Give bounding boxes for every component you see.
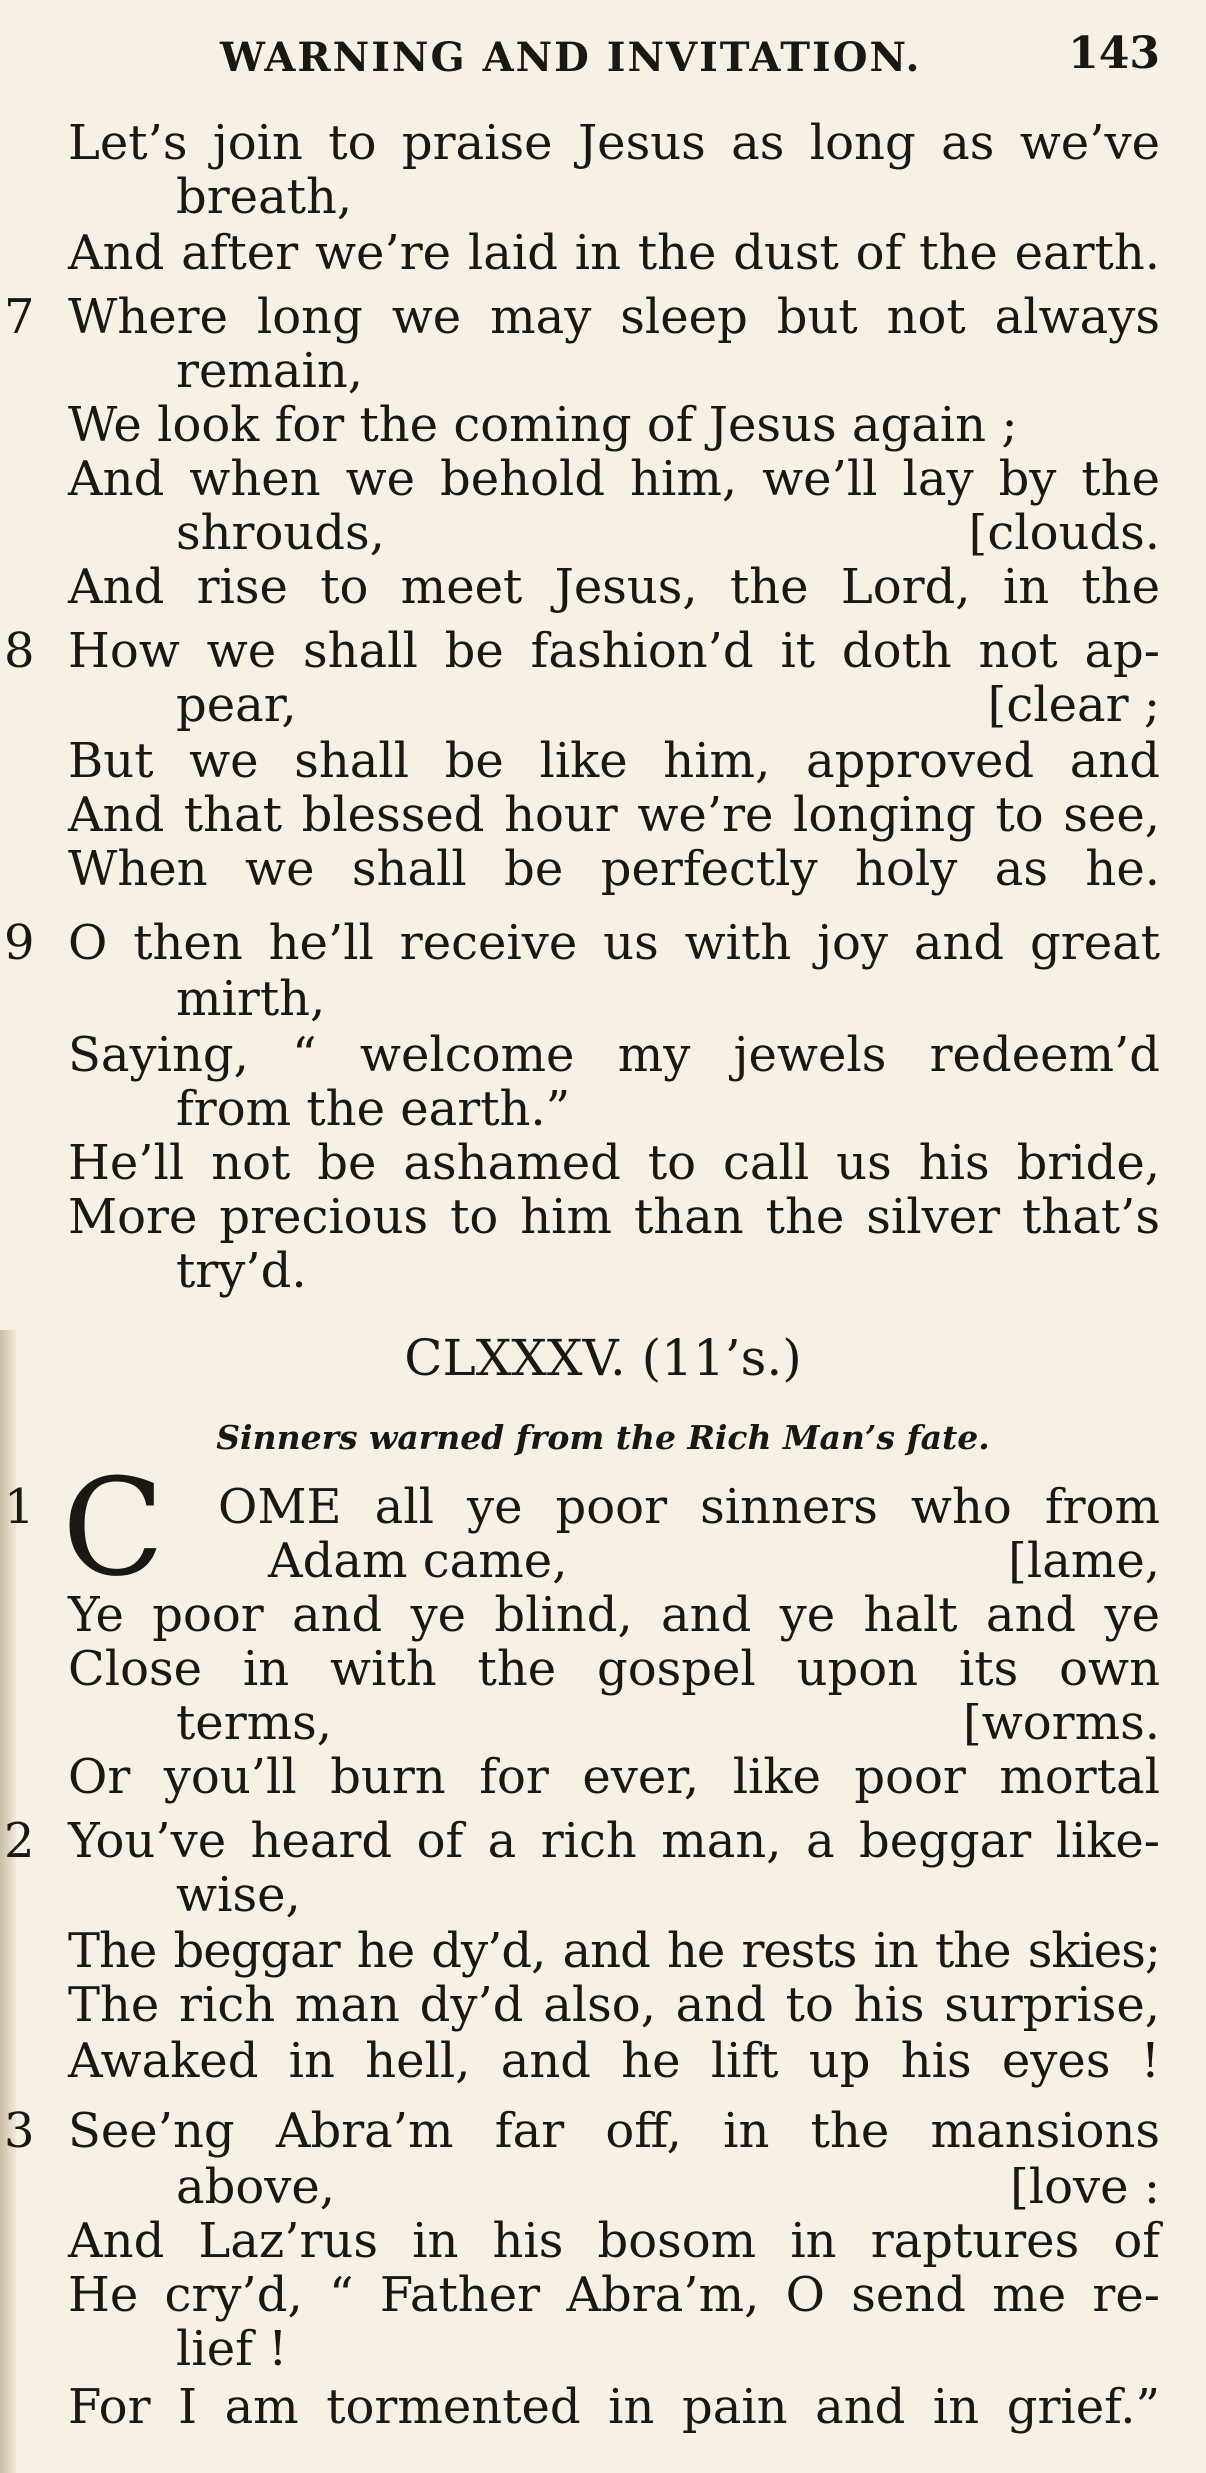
text-line: But we shall be like him, approved and <box>68 733 1160 789</box>
text-line: For I am tormented in pain and in grief.” <box>68 2379 1160 2435</box>
text-line-split <box>176 678 1160 732</box>
verse-number: 2 <box>4 1813 35 1869</box>
text-line: And Laz’rus in his bosom in raptures of <box>68 2213 1160 2269</box>
text-line-split <box>176 506 1160 560</box>
text-line: The beggar he dy’d, and he rests in the skies; <box>68 1923 1160 1979</box>
text-line: breath, <box>176 169 353 225</box>
verse-number: 8 <box>4 623 35 679</box>
text-line-split <box>218 1534 1160 1588</box>
text-line: More precious to him than the silver that’s <box>68 1189 1160 1245</box>
text-line-left: above, <box>176 2159 336 2215</box>
text-line: See’ng Abra’m far off, in the mansions <box>68 2103 1160 2159</box>
verse-number: 3 <box>4 2103 35 2159</box>
verse-number: 1 <box>4 1479 35 1535</box>
text-line: He’ll not be ashamed to call us his bride, <box>68 1135 1160 1191</box>
text-line: from the earth.” <box>176 1081 571 1137</box>
text-line: And after we’re laid in the dust of the earth. <box>68 225 1160 281</box>
text-line: try’d. <box>176 1243 307 1299</box>
text-line: We look for the coming of Jesus again ; <box>68 397 1018 453</box>
running-head <box>0 28 1206 88</box>
text-line-right: [clear ; <box>987 677 1160 733</box>
text-line: Close in with the gospel upon its own <box>68 1641 1160 1697</box>
verse-number: 9 <box>4 915 35 971</box>
text-line: wise, <box>176 1867 301 1923</box>
text-line: OME all ye poor sinners who from <box>218 1479 1160 1535</box>
drop-cap: C <box>62 1450 165 1606</box>
text-line-left: shrouds, <box>176 505 385 561</box>
text-line: mirth, <box>176 971 326 1027</box>
text-line-right: [love : <box>1010 2159 1160 2215</box>
text-line-split <box>176 1696 1160 1750</box>
text-line-right: [lame, <box>1008 1533 1160 1589</box>
text-line-right: [worms. <box>962 1695 1160 1751</box>
text-line: The rich man dy’d also, and to his surprise, <box>68 1977 1160 2033</box>
text-line: And that blessed hour we’re longing to see, <box>68 787 1160 843</box>
text-line: Or you’ll burn for ever, like poor mortal <box>68 1749 1160 1805</box>
text-line-left: terms, <box>176 1695 333 1751</box>
text-line: And when we behold him, we’ll lay by the <box>68 451 1160 507</box>
text-line-right: [clouds. <box>968 505 1160 561</box>
running-head-title: WARNING AND INVITATION. <box>220 34 922 81</box>
text-line: remain, <box>176 343 364 399</box>
text-line-left: pear, <box>176 677 297 733</box>
text-line: You’ve heard of a rich man, a beggar like- <box>68 1813 1160 1869</box>
hymn-number: CLXXXV. (11’s.) <box>404 1329 802 1387</box>
text-line-left: Adam came, <box>268 1533 568 1589</box>
text-line: When we shall be perfectly holy as he. <box>68 841 1160 897</box>
text-line: lief ! <box>176 2321 288 2377</box>
text-line: Let’s join to praise Jesus as long as we’ve <box>68 115 1160 171</box>
text-line-split <box>176 2160 1160 2214</box>
text-line: Awaked in hell, and he lift up his eyes ! <box>68 2033 1160 2089</box>
page-number: 143 <box>1068 28 1160 79</box>
text-line: How we shall be fashion’d it doth not ap- <box>68 623 1160 679</box>
text-line: Ye poor and ye blind, and ye halt and ye <box>68 1587 1160 1643</box>
hymn-subtitle: Sinners warned from the Rich Man’s fate. <box>216 1418 990 1457</box>
text-line: Saying, “ welcome my jewels redeem’d <box>68 1027 1160 1083</box>
text-line: And rise to meet Jesus, the Lord, in the <box>68 559 1160 615</box>
text-line: Where long we may sleep but not always <box>68 289 1160 345</box>
text-line: He cry’d, “ Father Abra’m, O send me re- <box>68 2267 1160 2323</box>
text-line: O then he’ll receive us with joy and great <box>68 915 1160 971</box>
verse-number: 7 <box>4 289 35 345</box>
